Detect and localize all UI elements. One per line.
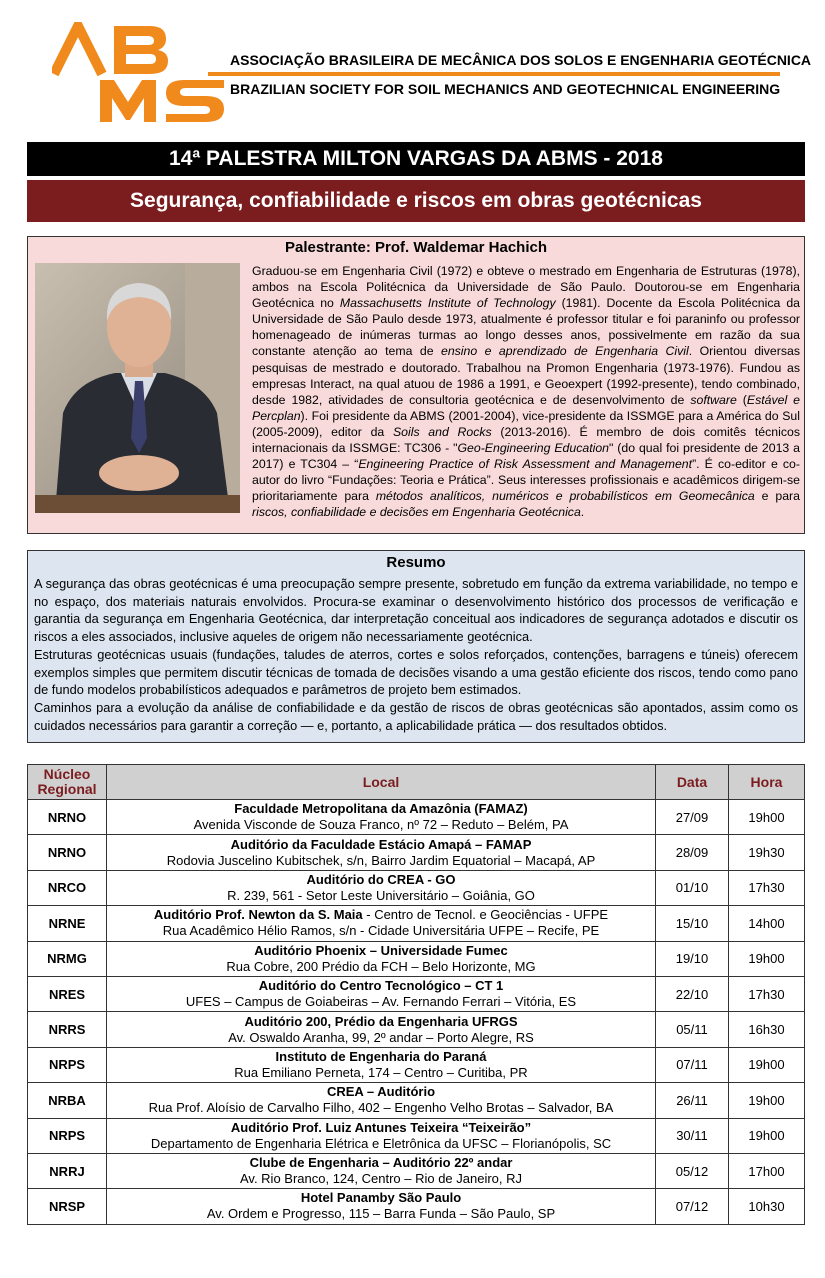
location-address: Departamento de Engenharia Elétrica e Eletrônica da UFSC – Florianópolis, SC <box>150 1135 612 1151</box>
cell-data: 07/12 <box>656 1189 729 1224</box>
resumo-paragraph: A segurança das obras geotécnicas é uma preocupação sempre presente, sobretudo em função da extrema variabilidade, no tempo e no espaço, dos materiais naturais envolvidos. Procura-se examinar o desenvolvimento histórico dos processos de verificação e garantia da segurança em Engenharia Geotécnica, dar interpretação conceitual aos indicadores de segurança adotados e discutir os riscos a eles associados, inclusive aqueles de origem não necessariamente geotécnica. <box>34 576 798 645</box>
header <box>0 0 825 135</box>
cell-data: 19/10 <box>656 941 729 976</box>
cell-local <box>107 1047 656 1082</box>
bio-segment: ensino e aprendizado de Engenharia Civil <box>440 344 689 359</box>
bio-segment: Massachusetts Institute of Technology <box>339 296 556 311</box>
table-row <box>28 1153 805 1188</box>
header-nucleo: Núcleo Regional <box>28 765 107 800</box>
table-row <box>28 1083 805 1118</box>
bio-segment: software <box>690 392 737 407</box>
location-name-line <box>107 1084 655 1100</box>
location-name-line <box>107 1155 655 1171</box>
resumo-heading: Resumo <box>386 554 446 571</box>
location-address: Rua Emiliano Perneta, 174 – Centro – Curitiba, PR <box>234 1064 528 1080</box>
location-name-line <box>107 801 655 817</box>
resumo-paragraph: Estruturas geotécnicas usuais (fundações, taludes de aterros, cortes e solos reforçados, contenções, barragens e túneis) oferecem exemplos simples que permitem discutir técnicas de tomada de decisões visando a uma gestão eficiente dos riscos, tendo como pano de fundo modelos probabilísticos adequados e parâmetros de projeto bem estimados. <box>34 646 798 698</box>
cell-nucleo: NRRJ <box>28 1153 107 1188</box>
location-address: Rua Acadêmico Hélio Ramos, s/n - Cidade Universitária UFPE – Recife, PE <box>162 923 600 939</box>
cell-nucleo: NRNO <box>28 800 107 835</box>
org-name-en: BRAZILIAN SOCIETY FOR SOIL MECHANICS AND GEOTECHNICAL ENGINEERING <box>230 81 781 97</box>
bio-segment: . Orientou diversas pesquisas de mestrado e doutorado. Trabalhou na Promon Engenharia (1973-1976). Fundou as empresas Interact, na qual atuou de 1986 a 1991, e Geoexpert (1992-presente), tendo combinado, desde 1982, atividades de consultoria geotécnica e de desenvolvimento de <box>252 344 800 407</box>
bio-segment: Geo-Engineering Education <box>457 441 610 456</box>
location-name-line <box>107 1014 655 1030</box>
schedule-header-row <box>28 765 805 800</box>
cell-nucleo: NRSP <box>28 1189 107 1224</box>
bio-segment: (1981). Docente da Escola Politécnica da Universidade de São Paulo desde 1973, atualmente é professor titular e foi paraninfo ou professor homenageado de inúmeras turmas ao longo desses anos, possivelmente em razão da sua constante atenção ao tema de <box>252 296 800 359</box>
location-address: Av. Ordem e Progresso, 115 – Barra Funda – São Paulo, SP <box>206 1206 556 1222</box>
cell-hora: 17h30 <box>729 870 805 905</box>
cell-local <box>107 1012 656 1047</box>
cell-data: 26/11 <box>656 1083 729 1118</box>
cell-hora: 16h30 <box>729 1012 805 1047</box>
cell-hora: 19h00 <box>729 1118 805 1153</box>
cell-data: 22/10 <box>656 976 729 1011</box>
location-name-line <box>107 907 655 923</box>
location-name-line <box>107 837 655 853</box>
location-name: Auditório 200, Prédio da Engenharia UFRGS <box>244 1013 518 1029</box>
cell-hora: 10h30 <box>729 1189 805 1224</box>
table-row <box>28 1189 805 1224</box>
table-row <box>28 1012 805 1047</box>
location-address: Avenida Visconde de Souza Franco, nº 72 – Reduto – Belém, PA <box>193 817 569 833</box>
resumo-body <box>34 575 798 734</box>
speaker-heading: Palestrante: Prof. Waldemar Hachich <box>284 239 548 256</box>
page-subtitle: Segurança, confiabilidade e riscos em obras geotécnicas <box>27 180 805 222</box>
location-name: CREA – Auditório <box>326 1084 436 1100</box>
cell-hora: 17h00 <box>729 1153 805 1188</box>
cell-local <box>107 1153 656 1188</box>
bio-segment: (2013-2016). É membro de dois comitês técnicos internacionais da ISSMGE: TC306 - " <box>252 424 800 456</box>
cell-data: 07/11 <box>656 1047 729 1082</box>
table-row <box>28 941 805 976</box>
cell-data: 30/11 <box>656 1118 729 1153</box>
bio-segment: " (do qual foi presidente de 2013 a 2017) e TC304 – “ <box>252 441 801 472</box>
location-name: Clube de Engenharia – Auditório 22º andar <box>249 1155 513 1171</box>
cell-data: 05/12 <box>656 1153 729 1188</box>
table-row <box>28 906 805 941</box>
location-address: UFES – Campus de Goiabeiras – Av. Fernando Ferrari – Vitória, ES <box>185 994 577 1010</box>
cell-local <box>107 870 656 905</box>
location-address: R. 239, 561 - Setor Leste Universitário – Goiânia, GO <box>227 887 535 903</box>
cell-nucleo: NRNE <box>28 906 107 941</box>
schedule-table <box>27 764 805 1225</box>
location-name-extra: - Centro de Tecnol. e Geociências - UFPE <box>362 907 609 923</box>
cell-data: 05/11 <box>656 1012 729 1047</box>
bio-segment: Graduou-se em Engenharia Civil (1972) e obteve o mestrado em Engenharia de Estruturas (1978), ambos na Escola Politécnica da Universidade de São Paulo. Doutorou-se em Engenharia Geotécnica no <box>252 264 800 311</box>
table-row <box>28 1118 805 1153</box>
cell-local <box>107 800 656 835</box>
location-address: Rodovia Juscelino Kubitschek, s/n, Bairro Jardim Equatorial – Macapá, AP <box>166 852 596 868</box>
bio-segment: ”. É co-editor e co-autor do livro “Fundações: Teoria e Prática”. Seus interesses profissionais e acadêmicos dirigem-se prioritariamente para <box>252 457 800 504</box>
abms-logo <box>52 22 228 126</box>
location-name: Auditório do Centro Tecnológico – CT 1 <box>258 978 504 994</box>
header-local: Local <box>107 765 656 800</box>
cell-nucleo: NRRS <box>28 1012 107 1047</box>
location-address: Av. Rio Branco, 124, Centro – Rio de Janeiro, RJ <box>239 1171 523 1187</box>
header-data: Data <box>656 765 729 800</box>
cell-local <box>107 1189 656 1224</box>
location-name-line <box>107 978 655 994</box>
cell-local <box>107 835 656 870</box>
resumo-box <box>27 550 805 743</box>
cell-hora: 19h00 <box>729 800 805 835</box>
cell-data: 01/10 <box>656 870 729 905</box>
location-name: Auditório Prof. Newton da S. Maia <box>153 907 363 923</box>
bio-segment: Engineering Practice of Risk Assessment and Management <box>358 457 693 472</box>
location-name: Auditório Phoenix – Universidade Fumec <box>254 942 508 958</box>
org-name-pt: ASSOCIAÇÃO BRASILEIRA DE MECÂNICA DOS SOLOS E ENGENHARIA GEOTÉCNICA <box>230 52 812 68</box>
header-divider <box>208 72 780 76</box>
location-name: Faculdade Metropolitana da Amazônia (FAMAZ) <box>234 801 528 817</box>
header-hora: Hora <box>729 765 805 800</box>
cell-nucleo: NRES <box>28 976 107 1011</box>
location-name: Instituto de Engenharia do Paraná <box>275 1048 487 1064</box>
bio-segment: ). Foi presidente da ABMS (2001-2004), vice-presidente da ISSMGE para a América do Sul (2005-2009), editor da <box>252 408 800 439</box>
cell-nucleo: NRPS <box>28 1047 107 1082</box>
cell-nucleo: NRPS <box>28 1118 107 1153</box>
location-name: Auditório da Faculdade Estácio Amapá – FAMAP <box>230 836 532 852</box>
bio-segment: . <box>580 505 585 520</box>
cell-data: 15/10 <box>656 906 729 941</box>
cell-hora: 19h00 <box>729 941 805 976</box>
location-name-line <box>107 943 655 959</box>
table-row <box>28 1047 805 1082</box>
location-name-line <box>107 1049 655 1065</box>
cell-nucleo: NRBA <box>28 1083 107 1118</box>
cell-hora: 19h30 <box>729 835 805 870</box>
speaker-photo <box>35 263 240 513</box>
cell-hora: 19h00 <box>729 1083 805 1118</box>
table-row <box>28 976 805 1011</box>
bio-segment: Soils and Rocks <box>392 424 492 439</box>
location-address: Rua Cobre, 200 Prédio da FCH – Belo Horizonte, MG <box>226 958 536 974</box>
resumo-paragraph: Caminhos para a evolução da análise de confiabilidade e da gestão de riscos de obras geotécnicas são apontados, assim como os cuidados necessários para garantir a correção — e, portanto, a aplicabilidade prática — dos resultados obtidos. <box>34 699 798 733</box>
location-name-line <box>107 1120 655 1136</box>
cell-nucleo: NRNO <box>28 835 107 870</box>
cell-data: 28/09 <box>656 835 729 870</box>
speaker-bio <box>252 263 800 521</box>
page-title: 14ª PALESTRA MILTON VARGAS DA ABMS - 2018 <box>27 142 805 176</box>
table-row <box>28 835 805 870</box>
bio-segment: e para <box>754 489 800 504</box>
cell-local <box>107 906 656 941</box>
cell-local <box>107 1118 656 1153</box>
location-name: Auditório do CREA - GO <box>306 871 456 887</box>
bio-segment: métodos analíticos, numéricos e probabilísticos em Geomecânica <box>375 489 755 504</box>
bio-segment: ( <box>736 392 747 407</box>
cell-local <box>107 941 656 976</box>
cell-hora: 19h00 <box>729 1047 805 1082</box>
location-name: Hotel Panamby São Paulo <box>300 1190 462 1206</box>
bio-segment: Estável e Percplan <box>252 392 800 423</box>
table-row <box>28 870 805 905</box>
location-address: Av. Oswaldo Aranha, 99, 2º andar – Porto Alegre, RS <box>228 1029 534 1045</box>
cell-local <box>107 1083 656 1118</box>
location-address: Rua Prof. Aloísio de Carvalho Filho, 402 – Engenho Velho Brotas – Salvador, BA <box>148 1100 614 1116</box>
table-row <box>28 800 805 835</box>
cell-data: 27/09 <box>656 800 729 835</box>
speaker-box <box>27 236 805 534</box>
location-name: Auditório Prof. Luiz Antunes Teixeira “Teixeirão” <box>230 1119 532 1135</box>
cell-hora: 17h30 <box>729 976 805 1011</box>
cell-nucleo: NRCO <box>28 870 107 905</box>
bio-segment: riscos, confiabilidade e decisões em Engenharia Geotécnica <box>252 505 581 520</box>
cell-nucleo: NRMG <box>28 941 107 976</box>
cell-hora: 14h00 <box>729 906 805 941</box>
location-name-line <box>107 872 655 888</box>
cell-local <box>107 976 656 1011</box>
location-name-line <box>107 1190 655 1206</box>
